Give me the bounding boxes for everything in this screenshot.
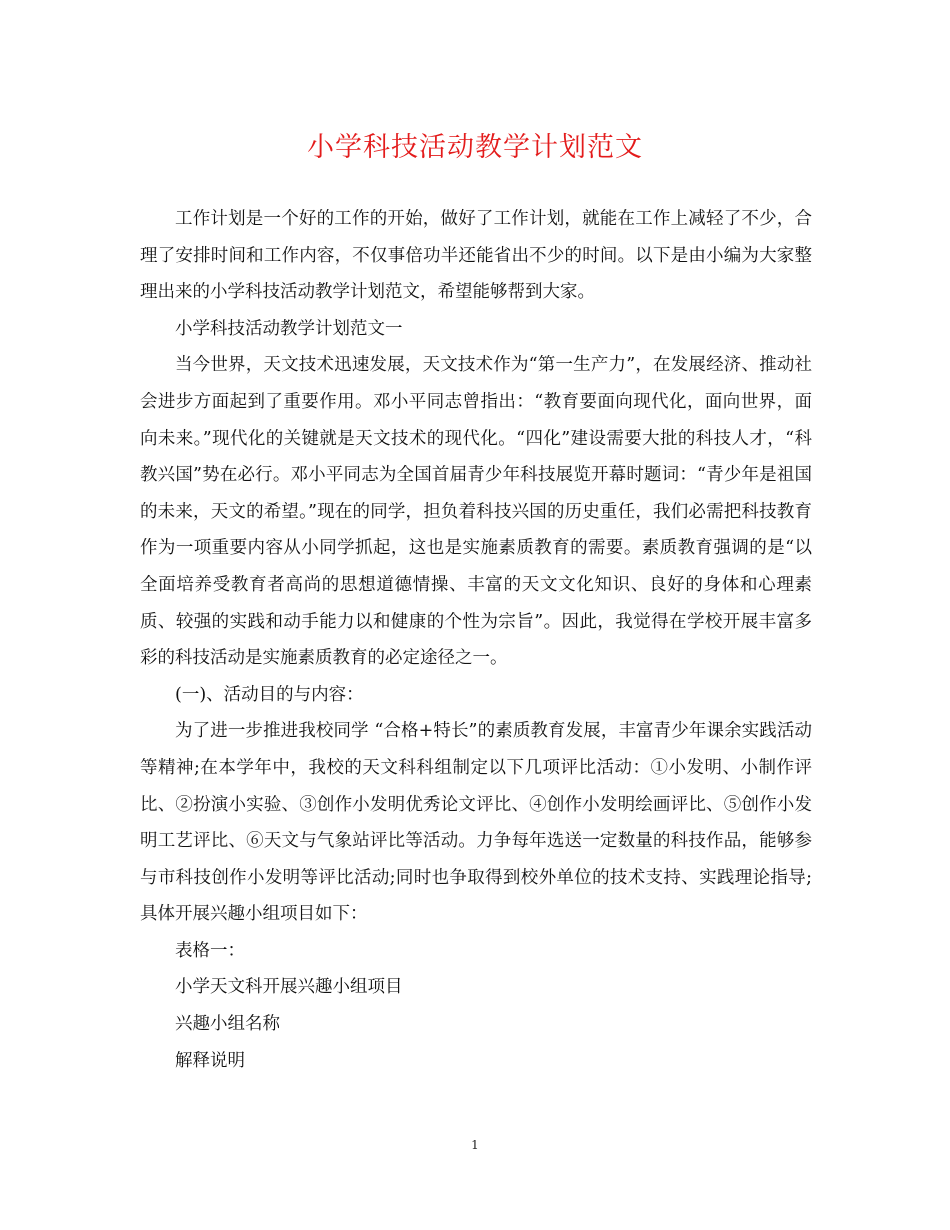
- document-body: [140, 201, 812, 1079]
- section-heading-sample-one: 小学科技活动教学计划范文一: [175, 318, 403, 339]
- background-paragraph: 当今世界，天文技术迅速发展，天文技术作为“第一生产力”，在发展经济、推动社会进步方面起到了重要作用。邓小平同志曾指出：“教育要面向现代化，面向世界，面向未来。”现代化的关键就是天文技术的现代化。“四化”建设需要大批的科技人才，“科教兴国”势在必行。邓小平同志为全国首届青少年科技展览开幕时题词：“青少年是祖国的未来，天文的希望。”现在的同学，担负着科技兴国的历史重任，我们必需把科技教育作为一项重要内容从小同学抓起，这也是实施素质教育的需要。素质教育强调的是“以全面培养受教育者高尚的思想道德情操、丰富的天文文化知识、良好的身体和心理素质、较强的实践和动手能力以和健康的个性为宗旨”。因此，我觉得在学校开展丰富多彩的科技活动是实施素质教育的必定途径之一。: [140, 355, 812, 669]
- intro-paragraph: 工作计划是一个好的工作的开始，做好了工作计划，就能在工作上减轻了不少，合理了安排时间和工作内容，不仅事倍功半还能省出不少的时间。以下是由小编为大家整理出来的小学科技活动教学计划范文，希望能够帮到大家。: [140, 209, 812, 303]
- section-heading-purpose-content: (一)、活动目的与内容：: [175, 684, 364, 705]
- table-header-explanation: 解释说明: [175, 1050, 245, 1071]
- page-number: 1: [471, 1138, 479, 1152]
- table-title: 小学天文科开展兴趣小组项目: [175, 977, 403, 998]
- activities-paragraph: 为了进一步推进我校同学 “合格+特长”的素质教育发展，丰富青少年课余实践活动等精神;在本学年中，我校的天文科科组制定以下几项评比活动：①小发明、小制作评比、②扮演小实验、③创作小发明优秀论文评比、④创作小发明绘画评比、⑤创作小发明工艺评比、⑥天文与气象站评比等活动。力争每年选送一定数量的科技作品，能够参与市科技创作小发明等评比活动;同时也争取得到校外单位的技术支持、实践理论指导;具体开展兴趣小组项目如下：: [140, 721, 812, 925]
- table-label: 表格一：: [175, 940, 245, 961]
- document-title: 小学科技活动教学计划范文: [307, 132, 643, 163]
- table-header-group-name: 兴趣小组名称: [175, 1014, 280, 1035]
